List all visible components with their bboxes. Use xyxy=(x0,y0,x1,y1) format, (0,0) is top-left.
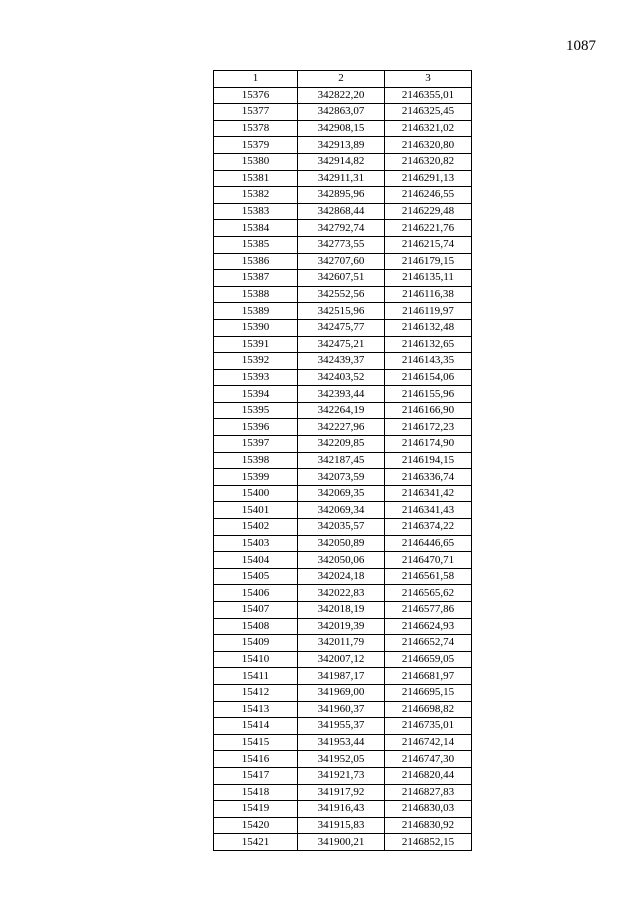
point-number-cell: 15388 xyxy=(214,286,298,303)
x-coordinate-cell: 342908,15 xyxy=(298,120,385,137)
table-row xyxy=(214,87,472,104)
table-row xyxy=(214,585,472,602)
table-row xyxy=(214,170,472,187)
table-row xyxy=(214,452,472,469)
table-row xyxy=(214,286,472,303)
y-coordinate-cell: 2146561,58 xyxy=(385,568,472,585)
point-number-cell: 15412 xyxy=(214,684,298,701)
table-row xyxy=(214,153,472,170)
x-coordinate-cell: 341955,37 xyxy=(298,718,385,735)
table-row xyxy=(214,684,472,701)
y-coordinate-cell: 2146143,35 xyxy=(385,353,472,370)
column-header-3: 3 xyxy=(385,71,472,88)
y-coordinate-cell: 2146735,01 xyxy=(385,718,472,735)
y-coordinate-cell: 2146119,97 xyxy=(385,303,472,320)
y-coordinate-cell: 2146320,82 xyxy=(385,153,472,170)
table-row xyxy=(214,801,472,818)
y-coordinate-cell: 2146221,76 xyxy=(385,220,472,237)
point-number-cell: 15381 xyxy=(214,170,298,187)
point-number-cell: 15400 xyxy=(214,485,298,502)
y-coordinate-cell: 2146565,62 xyxy=(385,585,472,602)
x-coordinate-cell: 342913,89 xyxy=(298,137,385,154)
x-coordinate-cell: 342050,89 xyxy=(298,535,385,552)
table-row xyxy=(214,618,472,635)
point-number-cell: 15393 xyxy=(214,369,298,386)
y-coordinate-cell: 2146742,14 xyxy=(385,734,472,751)
x-coordinate-cell: 342863,07 xyxy=(298,104,385,121)
y-coordinate-cell: 2146830,92 xyxy=(385,817,472,834)
table-row xyxy=(214,718,472,735)
table-row xyxy=(214,784,472,801)
table-body xyxy=(214,87,472,850)
table-row xyxy=(214,519,472,536)
y-coordinate-cell: 2146355,01 xyxy=(385,87,472,104)
column-header-2: 2 xyxy=(298,71,385,88)
table-row xyxy=(214,485,472,502)
x-coordinate-cell: 341969,00 xyxy=(298,684,385,701)
point-number-cell: 15404 xyxy=(214,552,298,569)
point-number-cell: 15411 xyxy=(214,668,298,685)
table-row xyxy=(214,303,472,320)
y-coordinate-cell: 2146135,11 xyxy=(385,270,472,287)
table-row xyxy=(214,817,472,834)
table-row xyxy=(214,236,472,253)
table-header xyxy=(214,71,472,88)
y-coordinate-cell: 2146341,43 xyxy=(385,502,472,519)
table-row xyxy=(214,120,472,137)
point-number-cell: 15409 xyxy=(214,635,298,652)
point-number-cell: 15414 xyxy=(214,718,298,735)
point-number-cell: 15383 xyxy=(214,203,298,220)
table-row xyxy=(214,602,472,619)
x-coordinate-cell: 342515,96 xyxy=(298,303,385,320)
x-coordinate-cell: 342018,19 xyxy=(298,602,385,619)
y-coordinate-cell: 2146179,15 xyxy=(385,253,472,270)
point-number-cell: 15413 xyxy=(214,701,298,718)
x-coordinate-cell: 342022,83 xyxy=(298,585,385,602)
table-row xyxy=(214,419,472,436)
y-coordinate-cell: 2146820,44 xyxy=(385,767,472,784)
x-coordinate-cell: 342475,77 xyxy=(298,319,385,336)
x-coordinate-cell: 342069,35 xyxy=(298,485,385,502)
y-coordinate-cell: 2146154,06 xyxy=(385,369,472,386)
table-row xyxy=(214,203,472,220)
y-coordinate-cell: 2146827,83 xyxy=(385,784,472,801)
point-number-cell: 15380 xyxy=(214,153,298,170)
point-number-cell: 15419 xyxy=(214,801,298,818)
table-row xyxy=(214,187,472,204)
table-row xyxy=(214,137,472,154)
point-number-cell: 15421 xyxy=(214,834,298,851)
x-coordinate-cell: 341921,73 xyxy=(298,767,385,784)
x-coordinate-cell: 342792,74 xyxy=(298,220,385,237)
x-coordinate-cell: 341916,43 xyxy=(298,801,385,818)
y-coordinate-cell: 2146659,05 xyxy=(385,651,472,668)
point-number-cell: 15403 xyxy=(214,535,298,552)
header-row xyxy=(214,71,472,88)
y-coordinate-cell: 2146172,23 xyxy=(385,419,472,436)
y-coordinate-cell: 2146470,71 xyxy=(385,552,472,569)
point-number-cell: 15420 xyxy=(214,817,298,834)
table-row xyxy=(214,469,472,486)
table-row xyxy=(214,353,472,370)
point-number-cell: 15385 xyxy=(214,236,298,253)
point-number-cell: 15397 xyxy=(214,436,298,453)
table-row xyxy=(214,502,472,519)
x-coordinate-cell: 342707,60 xyxy=(298,253,385,270)
point-number-cell: 15416 xyxy=(214,751,298,768)
x-coordinate-cell: 341915,83 xyxy=(298,817,385,834)
column-header-1: 1 xyxy=(214,71,298,88)
point-number-cell: 15376 xyxy=(214,87,298,104)
y-coordinate-cell: 2146374,22 xyxy=(385,519,472,536)
table-row xyxy=(214,436,472,453)
y-coordinate-cell: 2146336,74 xyxy=(385,469,472,486)
table-row xyxy=(214,270,472,287)
x-coordinate-cell: 341952,05 xyxy=(298,751,385,768)
point-number-cell: 15389 xyxy=(214,303,298,320)
y-coordinate-cell: 2146830,03 xyxy=(385,801,472,818)
x-coordinate-cell: 342019,39 xyxy=(298,618,385,635)
coordinates-table xyxy=(213,70,472,851)
point-number-cell: 15417 xyxy=(214,767,298,784)
page-number: 1087 xyxy=(566,38,596,54)
table-row xyxy=(214,552,472,569)
x-coordinate-cell: 341900,21 xyxy=(298,834,385,851)
y-coordinate-cell: 2146320,80 xyxy=(385,137,472,154)
x-coordinate-cell: 342209,85 xyxy=(298,436,385,453)
x-coordinate-cell: 342393,44 xyxy=(298,386,385,403)
y-coordinate-cell: 2146652,74 xyxy=(385,635,472,652)
table-row xyxy=(214,369,472,386)
point-number-cell: 15410 xyxy=(214,651,298,668)
point-number-cell: 15390 xyxy=(214,319,298,336)
point-number-cell: 15407 xyxy=(214,602,298,619)
y-coordinate-cell: 2146174,90 xyxy=(385,436,472,453)
point-number-cell: 15405 xyxy=(214,568,298,585)
point-number-cell: 15408 xyxy=(214,618,298,635)
point-number-cell: 15399 xyxy=(214,469,298,486)
table-row xyxy=(214,402,472,419)
table-row xyxy=(214,104,472,121)
y-coordinate-cell: 2146155,96 xyxy=(385,386,472,403)
x-coordinate-cell: 342911,31 xyxy=(298,170,385,187)
y-coordinate-cell: 2146577,86 xyxy=(385,602,472,619)
point-number-cell: 15392 xyxy=(214,353,298,370)
x-coordinate-cell: 342050,06 xyxy=(298,552,385,569)
y-coordinate-cell: 2146291,13 xyxy=(385,170,472,187)
point-number-cell: 15402 xyxy=(214,519,298,536)
point-number-cell: 15395 xyxy=(214,402,298,419)
y-coordinate-cell: 2146325,45 xyxy=(385,104,472,121)
y-coordinate-cell: 2146681,97 xyxy=(385,668,472,685)
y-coordinate-cell: 2146229,48 xyxy=(385,203,472,220)
x-coordinate-cell: 342227,96 xyxy=(298,419,385,436)
y-coordinate-cell: 2146246,55 xyxy=(385,187,472,204)
x-coordinate-cell: 342895,96 xyxy=(298,187,385,204)
x-coordinate-cell: 342264,19 xyxy=(298,402,385,419)
table-row xyxy=(214,701,472,718)
table-row xyxy=(214,668,472,685)
x-coordinate-cell: 342914,82 xyxy=(298,153,385,170)
x-coordinate-cell: 342439,37 xyxy=(298,353,385,370)
x-coordinate-cell: 341917,92 xyxy=(298,784,385,801)
y-coordinate-cell: 2146132,48 xyxy=(385,319,472,336)
x-coordinate-cell: 342069,34 xyxy=(298,502,385,519)
table-row xyxy=(214,734,472,751)
y-coordinate-cell: 2146215,74 xyxy=(385,236,472,253)
x-coordinate-cell: 342403,52 xyxy=(298,369,385,386)
point-number-cell: 15396 xyxy=(214,419,298,436)
table-row xyxy=(214,651,472,668)
point-number-cell: 15379 xyxy=(214,137,298,154)
x-coordinate-cell: 342007,12 xyxy=(298,651,385,668)
x-coordinate-cell: 342073,59 xyxy=(298,469,385,486)
table-row xyxy=(214,635,472,652)
x-coordinate-cell: 342552,56 xyxy=(298,286,385,303)
table-row xyxy=(214,220,472,237)
point-number-cell: 15391 xyxy=(214,336,298,353)
point-number-cell: 15401 xyxy=(214,502,298,519)
table-row xyxy=(214,568,472,585)
y-coordinate-cell: 2146624,93 xyxy=(385,618,472,635)
point-number-cell: 15384 xyxy=(214,220,298,237)
table-row xyxy=(214,834,472,851)
point-number-cell: 15386 xyxy=(214,253,298,270)
table-row xyxy=(214,319,472,336)
x-coordinate-cell: 342607,51 xyxy=(298,270,385,287)
table-row xyxy=(214,751,472,768)
table-row xyxy=(214,535,472,552)
point-number-cell: 15394 xyxy=(214,386,298,403)
table-row xyxy=(214,336,472,353)
y-coordinate-cell: 2146166,90 xyxy=(385,402,472,419)
point-number-cell: 15398 xyxy=(214,452,298,469)
table-row xyxy=(214,253,472,270)
y-coordinate-cell: 2146341,42 xyxy=(385,485,472,502)
x-coordinate-cell: 342011,79 xyxy=(298,635,385,652)
table-row xyxy=(214,386,472,403)
x-coordinate-cell: 342024,18 xyxy=(298,568,385,585)
y-coordinate-cell: 2146747,30 xyxy=(385,751,472,768)
x-coordinate-cell: 342822,20 xyxy=(298,87,385,104)
point-number-cell: 15415 xyxy=(214,734,298,751)
point-number-cell: 15382 xyxy=(214,187,298,204)
x-coordinate-cell: 341953,44 xyxy=(298,734,385,751)
y-coordinate-cell: 2146446,65 xyxy=(385,535,472,552)
x-coordinate-cell: 341987,17 xyxy=(298,668,385,685)
point-number-cell: 15378 xyxy=(214,120,298,137)
y-coordinate-cell: 2146194,15 xyxy=(385,452,472,469)
x-coordinate-cell: 342187,45 xyxy=(298,452,385,469)
y-coordinate-cell: 2146698,82 xyxy=(385,701,472,718)
point-number-cell: 15377 xyxy=(214,104,298,121)
x-coordinate-cell: 342773,55 xyxy=(298,236,385,253)
x-coordinate-cell: 342475,21 xyxy=(298,336,385,353)
y-coordinate-cell: 2146116,38 xyxy=(385,286,472,303)
table-row xyxy=(214,767,472,784)
point-number-cell: 15406 xyxy=(214,585,298,602)
point-number-cell: 15418 xyxy=(214,784,298,801)
x-coordinate-cell: 342035,57 xyxy=(298,519,385,536)
y-coordinate-cell: 2146132,65 xyxy=(385,336,472,353)
y-coordinate-cell: 2146852,15 xyxy=(385,834,472,851)
x-coordinate-cell: 342868,44 xyxy=(298,203,385,220)
point-number-cell: 15387 xyxy=(214,270,298,287)
y-coordinate-cell: 2146695,15 xyxy=(385,684,472,701)
y-coordinate-cell: 2146321,02 xyxy=(385,120,472,137)
x-coordinate-cell: 341960,37 xyxy=(298,701,385,718)
